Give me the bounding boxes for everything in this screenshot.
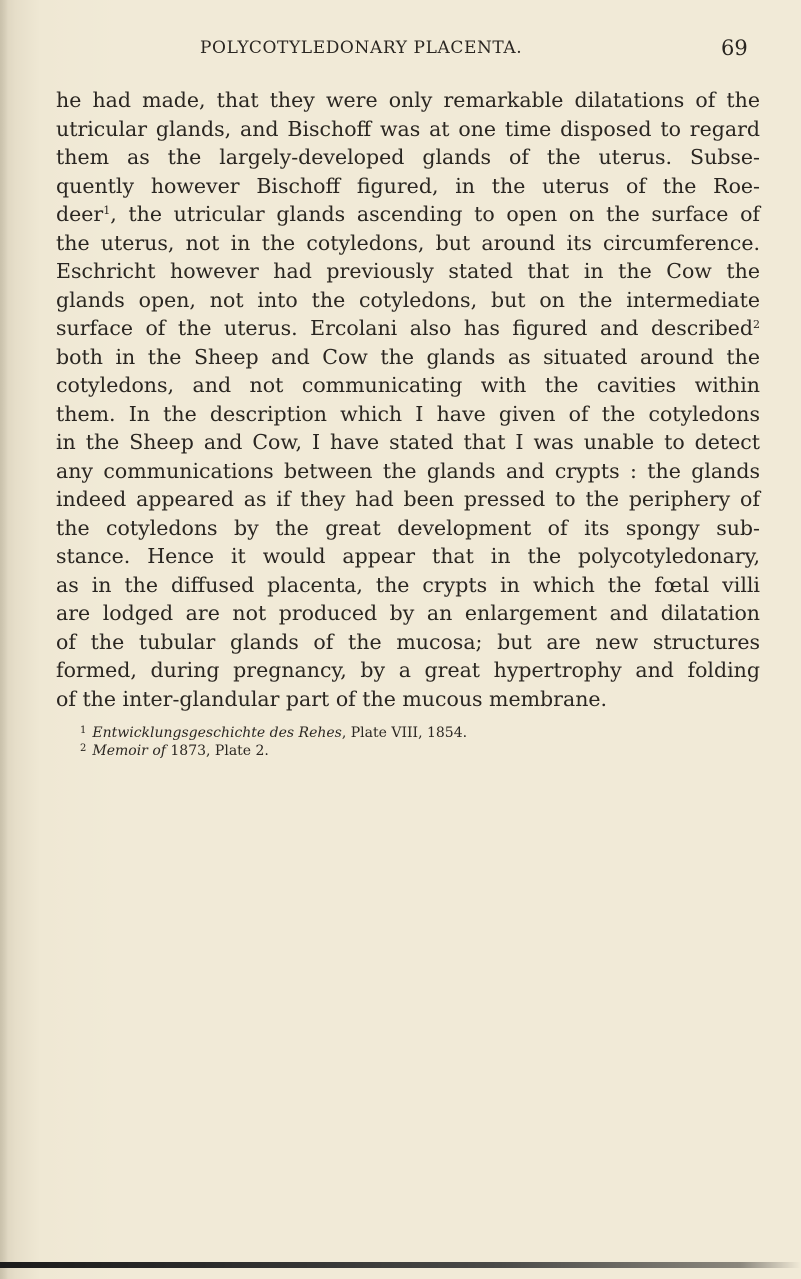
text-line: glands open, not into the cotyledons, but on the intermediate <box>56 287 760 312</box>
binding-shadow <box>0 0 8 1279</box>
text-line: of the tubular glands of the mucosa; but are new structures <box>56 629 760 654</box>
footnote-1 <box>80 722 700 740</box>
text-line: he had made, that they were only remarkable dilatations of the <box>56 88 760 112</box>
text-line: in the Sheep and Cow, I have stated that I was unable to detect <box>56 430 760 454</box>
text-line: indeed appeared as if they had been pressed to the periphery of <box>56 487 760 511</box>
footnotes <box>80 722 700 758</box>
text-fragment: surface of the uterus. Ercolani also has figured and described <box>56 316 753 340</box>
text-line: the cotyledons by the great development of its spongy sub- <box>56 515 760 540</box>
footnote-detail: , Plate VIII, 1854. <box>341 725 468 741</box>
text-line: formed, during pregnancy, by a great hypertrophy and folding <box>56 658 760 682</box>
footnote-mark: 1 <box>80 725 87 736</box>
text-line: them as the largely-developed glands of the uterus. Subse- <box>56 145 760 169</box>
body-paragraph <box>56 86 760 713</box>
text-line: of the inter-glandular part of the mucous membrane. <box>56 686 608 711</box>
running-title: POLYCOTYLEDONARY PLACENTA. <box>200 38 523 58</box>
text-line <box>56 314 760 343</box>
text-line <box>56 200 760 229</box>
page-header <box>0 38 801 64</box>
page-edge-shadow <box>0 1262 801 1268</box>
text-line: them. In the description which I have given of the cotyledons <box>56 401 760 426</box>
footnote-ref-1: 1 <box>103 204 111 217</box>
text-line: quently however Bischoff figured, in the uterus of the Roe- <box>56 173 760 198</box>
text-line: as in the diffused placenta, the crypts in which the fœtal villi <box>56 572 760 597</box>
footnote-detail: 1873, Plate 2. <box>165 743 269 759</box>
footnote-ref-2: 2 <box>753 318 760 331</box>
footnote-2 <box>80 740 700 758</box>
text-line: Eschricht however had previously stated that in the Cow the <box>56 259 760 283</box>
page-number: 69 <box>721 36 748 60</box>
text-line: cotyledons, and not communicating with the cavities within <box>56 373 760 397</box>
footnote-mark: 2 <box>80 743 87 754</box>
text-line: utricular glands, and Bischoff was at one time disposed to regard <box>56 116 760 141</box>
footnote-title: Memoir of <box>92 743 166 759</box>
text-fragment: , the utricular glands ascending to open on the surface of <box>110 202 760 226</box>
footnote-title: Entwicklungsgeschichte des Rehes <box>92 725 342 741</box>
text-line: any communications between the glands and crypts : the glands <box>56 458 760 483</box>
text-fragment: deer <box>56 202 104 226</box>
text-line: are lodged are not produced by an enlargement and dilatation <box>56 601 760 625</box>
text-line: both in the Sheep and Cow the glands as situated around the <box>56 344 760 369</box>
text-line: the uterus, not in the cotyledons, but around its circumference. <box>56 230 760 255</box>
text-line: stance. Hence it would appear that in the polycotyledonary, <box>56 544 760 568</box>
